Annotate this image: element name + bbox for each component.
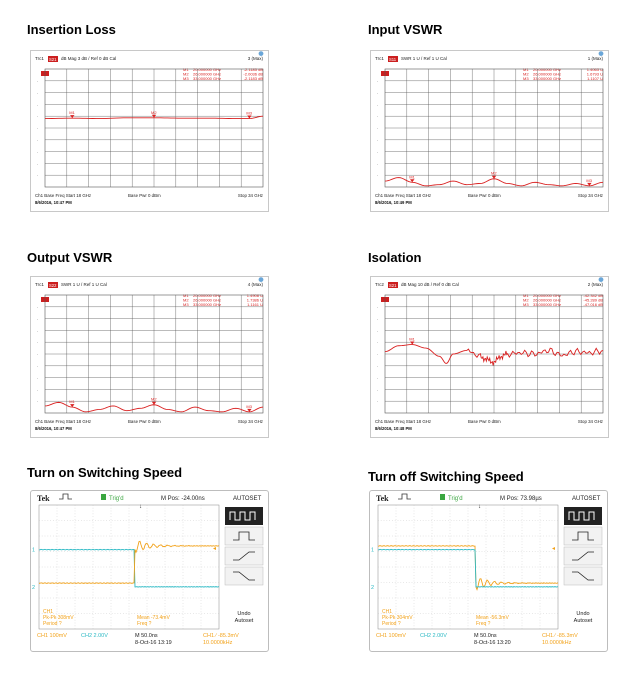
trace-label: Trc2 — [375, 282, 384, 287]
y-tick-label: - — [37, 79, 39, 84]
undo-autoset-line1: Undo — [576, 611, 590, 617]
meas-channel: CH1 — [43, 609, 54, 615]
rohde-logo-icon — [259, 277, 264, 282]
title-isolation: Isolation — [368, 250, 422, 265]
channel-badge: 2 (Max) — [587, 282, 603, 287]
footer-stop: Stop 34 GHz — [577, 193, 603, 198]
marker-table-label: M1 — [523, 293, 529, 298]
marker-label: M3 — [246, 403, 252, 409]
footer-timestamp: 8/6/2016, 10:47 PM — [35, 200, 72, 205]
marker-table-value: -2.1183 dB — [243, 76, 263, 82]
marker-table-freq: 20.000000 GHz — [533, 67, 562, 72]
marker-table-freq: 26.000000 GHz — [193, 297, 222, 303]
marker-table-label: M3 — [183, 76, 189, 82]
footer-stop: Stop 34 GHz — [237, 193, 263, 198]
marker-table-freq: 20.000000 GHz — [193, 67, 222, 72]
undo-autoset-line2: Autoset — [234, 618, 254, 624]
status-date: 8-Oct-16 13:19 — [135, 640, 172, 646]
y-tick-label: - — [377, 387, 379, 392]
footer-stop: Stop 34 GHz — [237, 419, 263, 424]
y-tick-label: - — [37, 340, 39, 345]
y-tick-label: - — [377, 340, 379, 345]
y-tick-label: - — [37, 173, 39, 178]
param-label: S21 — [49, 57, 57, 62]
footer-power: Base Pwr 0 dBm — [468, 419, 501, 424]
status-trigger-freq: 10.0000kHz — [542, 640, 572, 646]
y-tick-label: - — [37, 138, 39, 143]
marker-table-value: 1.6793 U — [586, 71, 603, 77]
autoset-option-square — [225, 507, 263, 525]
trigger-status-icon — [101, 494, 106, 500]
y-tick-label: - — [377, 376, 379, 381]
format-label: dB Mag 10 dB / Ref 0 dB Cal — [401, 282, 459, 287]
marker-triangle — [70, 115, 74, 118]
footer-start: Ch1 Base Freq Start 18 GHz — [35, 419, 92, 424]
status-trigger-freq: 10.0000kHz — [203, 640, 233, 646]
marker-label: M3 — [246, 110, 252, 116]
marker-table-freq: 33.000000 GHz — [193, 302, 222, 308]
y-tick-label: - — [37, 352, 39, 357]
vna-input-vswr — [370, 50, 609, 212]
ch1-marker: 1 — [32, 547, 36, 554]
marker-table-freq: 33.000000 GHz — [193, 76, 222, 82]
marker-table-value: -42.342 dB — [583, 293, 603, 298]
footer-stop: Stop 34 GHz — [577, 419, 603, 424]
status-date: 8-Oct-16 13:20 — [474, 640, 511, 646]
undo-autoset-line2: Autoset — [573, 618, 593, 624]
footer-start: Ch1 Base Freq Start 18 GHz — [35, 193, 92, 198]
y-tick-label: - — [37, 364, 39, 369]
m-pos: M Pos: -24.00ns — [161, 496, 205, 502]
pulse-icon — [59, 494, 72, 499]
status-ch1: CH1 100mV — [376, 633, 406, 639]
status-ch1: CH1 100mV — [37, 633, 67, 639]
marker-table-label: M2 — [523, 297, 529, 303]
trace-label: Trc1 — [35, 56, 44, 61]
title-insertion-loss: Insertion Loss — [27, 22, 116, 37]
trigger-pos-icon: ↓ — [139, 504, 142, 510]
footer-start: Ch1 Base Freq Start 18 GHz — [375, 419, 432, 424]
meas-period: Period ? — [382, 621, 401, 627]
marker-table-value: 1.1107 U — [587, 76, 603, 82]
param-label: S11 — [389, 57, 397, 62]
marker-table-value: 1.7386 U — [246, 297, 263, 303]
rohde-logo-icon — [599, 51, 604, 56]
meas-channel: CH1 — [382, 609, 393, 615]
marker-table-value: -45.289 dB — [583, 297, 603, 303]
marker-label: M2 — [491, 170, 497, 176]
y-tick-label: - — [37, 114, 39, 119]
param-label: S21 — [389, 283, 397, 288]
scope-turn-on — [30, 490, 269, 652]
format-label: dB Mag 3 dB / Ref 0 dB Cal — [61, 56, 117, 61]
title-turn-off: Turn off Switching Speed — [368, 469, 524, 484]
y-tick-label: - — [377, 91, 379, 96]
marker-triangle — [410, 342, 414, 345]
tek-logo: Tek — [37, 494, 50, 503]
y-tick-label: - — [377, 161, 379, 166]
trace-label: Trc1 — [35, 282, 44, 287]
marker-table-value: 1.4063 U — [586, 67, 603, 72]
y-tick-label: - — [37, 399, 39, 404]
trigger-status: Trig'd — [109, 496, 124, 502]
y-tick-label: - — [377, 173, 379, 178]
marker-label: M1 — [69, 110, 75, 116]
y-tick-label: - — [37, 387, 39, 392]
y-tick-label: - — [37, 305, 39, 310]
vna-insertion-loss — [30, 50, 269, 212]
autoset-option-square — [564, 507, 602, 525]
trace-label: Trc1 — [375, 56, 384, 61]
undo-autoset-line1: Undo — [237, 611, 251, 617]
vna-isolation — [370, 276, 609, 438]
marker-table-freq: 26.000000 GHz — [533, 71, 562, 77]
footer-timestamp: 8/6/2016, 10:49 PM — [375, 200, 412, 205]
footer-power: Base Pwr 0 dBm — [468, 193, 501, 198]
y-tick-label: - — [377, 102, 379, 107]
y-tick-label: - — [377, 79, 379, 84]
param-label: S22 — [49, 283, 57, 288]
rohde-logo-icon — [599, 277, 604, 282]
marker-label: M2 — [151, 396, 157, 402]
status-trigger: CH1 ∕ -85.3mV — [542, 633, 578, 639]
tek-logo: Tek — [376, 494, 389, 503]
status-timebase: M 50.0ns — [474, 633, 497, 639]
marker-table-label: M3 — [523, 302, 529, 308]
meas-mean: Mean -56.3mV — [476, 615, 509, 621]
autoset-title: AUTOSET — [233, 496, 262, 502]
y-tick-label: - — [37, 317, 39, 322]
ch2-marker: 2 — [371, 584, 375, 591]
y-tick-label: - — [37, 328, 39, 333]
autoset-option-pulse — [564, 527, 602, 545]
marker-label: M2 — [151, 109, 157, 115]
marker-table-freq: 33.000000 GHz — [533, 76, 562, 82]
status-ch2: CH2 2.00V — [81, 633, 108, 639]
y-tick-label: - — [377, 150, 379, 155]
meas-pkpk: Pk-Pk 304mV — [382, 615, 413, 621]
marker-table-value: -2.0036 dB — [243, 71, 263, 77]
m-pos: M Pos: 73.98µs — [500, 496, 542, 502]
trigger-level-icon: ◂ — [213, 545, 217, 552]
footer-start: Ch1 Base Freq Start 18 GHz — [375, 193, 432, 198]
title-turn-on: Turn on Switching Speed — [27, 465, 183, 480]
channel-badge: 3 (Max) — [247, 56, 263, 61]
y-tick-label: - — [37, 126, 39, 131]
y-tick-label: - — [377, 328, 379, 333]
marker-triangle — [152, 402, 156, 405]
title-output-vswr: Output VSWR — [27, 250, 113, 265]
meas-pkpk: Pk-Pk 308mV — [43, 615, 74, 621]
footer-power: Base Pwr 0 dBm — [128, 419, 161, 424]
marker-triangle — [492, 176, 496, 179]
marker-table-value: 1.4908 U — [246, 293, 263, 298]
status-ch2: CH2 2.00V — [420, 633, 447, 639]
marker-table-label: M1 — [183, 67, 189, 72]
marker-table-label: M1 — [183, 293, 189, 298]
marker-label: M1 — [69, 399, 75, 405]
marker-table-value: -47.016 dB — [583, 302, 603, 308]
y-tick-label: - — [377, 126, 379, 131]
marker-label: M3 — [586, 177, 592, 183]
y-tick-label: - — [37, 150, 39, 155]
format-label: SWR 1 U / Ref 1 U Cal — [401, 56, 447, 61]
status-timebase: M 50.0ns — [135, 633, 158, 639]
y-tick-label: - — [377, 399, 379, 404]
marker-table-freq: 20.000000 GHz — [193, 293, 222, 298]
marker-table-label: M2 — [183, 71, 189, 77]
rohde-logo-icon — [259, 51, 264, 56]
autoset-option-pulse — [225, 527, 263, 545]
marker-table-freq: 20.000000 GHz — [533, 293, 562, 298]
y-tick-label: - — [37, 91, 39, 96]
marker-table-label: M3 — [523, 76, 529, 82]
ch2-marker: 2 — [32, 584, 36, 591]
pulse-icon — [398, 494, 411, 499]
marker-table-label: M2 — [183, 297, 189, 303]
y-tick-label: - — [377, 317, 379, 322]
marker-table-value: -2.1185 dB — [243, 67, 263, 72]
y-tick-label: - — [377, 114, 379, 119]
scope-turn-off — [369, 490, 608, 652]
format-label: SWR 1 U / Ref 1 U Cal — [61, 282, 107, 287]
marker-table-value: 1.1161 U — [247, 302, 263, 308]
trigger-status: Trig'd — [448, 496, 463, 502]
y-tick-label: - — [377, 305, 379, 310]
trigger-level-icon: ◂ — [552, 545, 556, 552]
marker-table-label: M1 — [523, 67, 529, 72]
y-tick-label: - — [37, 376, 39, 381]
status-trigger: CH1 ∕ -85.3mV — [203, 633, 239, 639]
marker-table-label: M3 — [183, 302, 189, 308]
footer-timestamp: 8/6/2016, 10:47 PM — [35, 426, 72, 431]
title-input-vswr: Input VSWR — [368, 22, 443, 37]
trigger-status-icon — [440, 494, 445, 500]
meas-freq: Freq ? — [137, 621, 152, 627]
marker-label: M1 — [409, 174, 415, 180]
y-tick-label: - — [377, 138, 379, 143]
marker-table-freq: 26.000000 GHz — [193, 71, 222, 77]
channel-badge: 4 (Max) — [247, 282, 263, 287]
marker-table-freq: 26.000000 GHz — [533, 297, 562, 303]
marker-table-label: M2 — [523, 71, 529, 77]
meas-period: Period ? — [43, 621, 62, 627]
marker-table-freq: 33.000000 GHz — [533, 302, 562, 308]
meas-freq: Freq ? — [476, 621, 491, 627]
marker-label: M1 — [409, 336, 415, 342]
meas-mean: Mean -73.4mV — [137, 615, 170, 621]
y-tick-label: - — [37, 161, 39, 166]
y-tick-label: - — [377, 352, 379, 357]
y-tick-label: - — [377, 364, 379, 369]
ch1-marker: 1 — [371, 547, 375, 554]
footer-timestamp: 8/6/2016, 10:48 PM — [375, 426, 412, 431]
footer-power: Base Pwr 0 dBm — [128, 193, 161, 198]
channel-badge: 1 (Max) — [587, 56, 603, 61]
trigger-pos-icon: ↓ — [478, 504, 481, 510]
autoset-title: AUTOSET — [572, 496, 601, 502]
y-tick-label: - — [37, 102, 39, 107]
vna-output-vswr — [30, 276, 269, 438]
